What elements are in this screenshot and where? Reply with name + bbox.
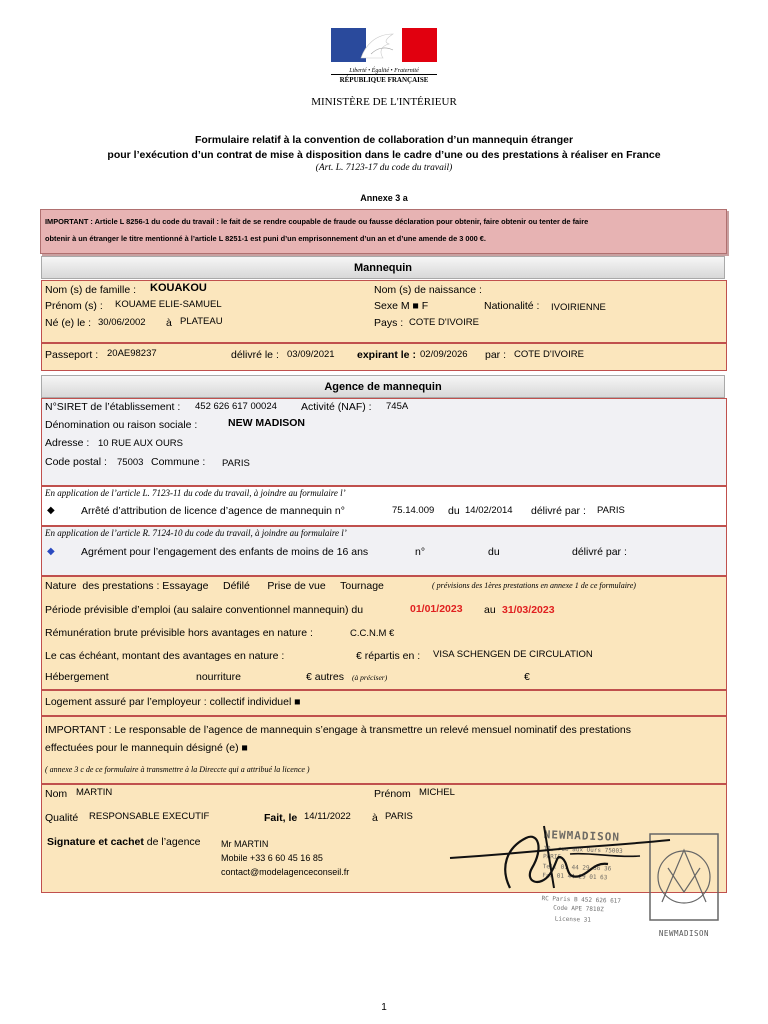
qualite-value[interactable]: RESPONSABLE EXECUTIF <box>89 811 210 822</box>
annexe-label: Annexe 3 a <box>360 193 408 203</box>
remuneration-label: Rémunération brute prévisible hors avantages en nature : <box>45 627 313 639</box>
ne-value[interactable]: 30/06/2002 <box>98 317 146 328</box>
code-postal-value[interactable]: 75003 <box>117 457 144 468</box>
logo-name: RÉPUBLIQUE FRANÇAISE <box>331 74 437 84</box>
engagement-line1: IMPORTANT : Le responsable de l’agence de mannequin s’engage à transmettre un relevé mensuel nominatif des prestations <box>45 724 632 736</box>
agrement-label: Agrément pour l’engagement des enfants de moins de 16 ans <box>81 546 369 558</box>
agrement-bullet-icon: ◆ <box>47 546 55 557</box>
arrete-value[interactable]: 75.14.009 <box>392 505 435 516</box>
important-notice <box>40 209 727 254</box>
par-label: par : <box>485 349 507 361</box>
prenom-label: Prénom (s) : <box>45 300 103 312</box>
code-postal-label: Code postal : <box>45 456 107 468</box>
ministry-name: MINISTÈRE DE L'INTÉRIEUR <box>311 96 457 108</box>
nom-label: Nom (s) de famille : <box>45 284 137 296</box>
adresse-value[interactable]: 10 RUE AUX OURS <box>98 438 183 449</box>
signature-label <box>47 836 201 848</box>
engagement-line2: effectuées pour le mannequin désigné (e) ■ <box>45 742 248 754</box>
form-title-line2: pour l’exécution d’un contrat de mise à disposition dans le cadre d’une ou des prestations à réaliser en France <box>107 149 661 161</box>
signataire-prenom-value[interactable]: MICHEL <box>419 787 455 798</box>
naf-label: Activité (NAF) : <box>301 401 372 413</box>
logo-motto: Liberté • Égalité • Fraternité <box>349 68 419 74</box>
handwritten-signature <box>440 818 690 908</box>
denomination-value[interactable]: NEW MADISON <box>228 417 305 429</box>
nationalite-label: Nationalité : <box>484 300 540 312</box>
stamp-address: 10, rue aux Ours 75003 PARIS <box>542 845 623 861</box>
signataire-nom-value[interactable]: MARTIN <box>76 787 113 798</box>
agrement-du-label: du <box>488 546 500 558</box>
avantages-label: Le cas échéant, montant des avantages en nature : <box>45 650 285 662</box>
signataire-prenom-label: Prénom <box>374 788 411 800</box>
fait-lieu-value[interactable]: PARIS <box>385 811 413 822</box>
arrete-du-label: du <box>448 505 460 517</box>
republique-francaise-logo <box>331 28 437 86</box>
stamp-licence: License 31 <box>554 915 592 924</box>
contact-name: Mr MARTIN <box>221 839 269 849</box>
signataire-nom-label: Nom <box>45 788 68 800</box>
autres-label: € autres <box>306 671 344 683</box>
fait-label: Fait, le <box>264 812 298 824</box>
denomination-label: Dénomination ou raison sociale : <box>45 419 198 431</box>
arrete-label: Arrêté d’attribution de licence d’agence de mannequin n° <box>81 505 345 517</box>
page-number: 1 <box>381 1002 387 1013</box>
pays-value[interactable]: COTE D'IVOIRE <box>409 317 479 328</box>
nationalite-value[interactable]: IVOIRIENNE <box>551 302 606 313</box>
commune-label: Commune : <box>151 456 206 468</box>
section-header-mannequin: Mannequin <box>41 256 725 279</box>
siret-label: N°SIRET de l’établissement : <box>45 401 181 413</box>
commune-value[interactable]: PARIS <box>222 458 250 469</box>
signature-cachet-text: Signature et cachet <box>47 836 144 848</box>
fait-a-label: à <box>372 812 378 824</box>
repartis-label: € répartis en : <box>356 650 421 662</box>
passeport-label: Passeport : <box>45 349 99 361</box>
newmadison-logo-text: NEWMADISON <box>658 929 710 938</box>
autres-note: (à préciser) <box>352 673 388 682</box>
nom-naissance-label: Nom (s) de naissance : <box>374 284 482 296</box>
periode-label: Période prévisible d’emploi (au salaire conventionnel mannequin) du <box>45 604 364 616</box>
qualite-label: Qualité <box>45 812 79 824</box>
contact-mobile: Mobile +33 6 60 45 16 85 <box>221 853 323 863</box>
remuneration-value[interactable]: C.C.N.M € <box>350 628 395 639</box>
logement-label: Logement assuré par l’employeur : collectif individuel ■ <box>45 696 301 708</box>
stamp-name: NEWMADISON <box>543 828 621 844</box>
ne-label: Né (e) le : <box>45 317 92 329</box>
lieu-naissance-value[interactable]: PLATEAU <box>180 316 223 327</box>
passeport-value[interactable]: 20AE98237 <box>107 348 157 359</box>
contact-email: contact@modelagenceconseil.fr <box>221 867 350 877</box>
repartis-value[interactable]: VISA SCHENGEN DE CIRCULATION <box>433 649 593 660</box>
fait-value[interactable]: 14/11/2022 <box>304 811 351 822</box>
periode-date-fin[interactable]: 31/03/2023 <box>502 604 555 616</box>
nom-value[interactable]: KOUAKOU <box>150 282 207 294</box>
article-r7124-text: En application de l’article R. 7124-10 du code du travail, à joindre au formulaire l’ <box>45 528 347 538</box>
marianne-flag-icon <box>331 28 437 62</box>
article-l7123-text: En application de l’article L. 7123-11 du code du travail, à joindre au formulaire l’ <box>45 488 346 498</box>
expirant-value[interactable]: 02/09/2026 <box>420 349 468 360</box>
form-title-line1: Formulaire relatif à la convention de collaboration d’un mannequin étranger <box>194 134 574 146</box>
pays-label: Pays : <box>374 317 404 329</box>
delivre-value[interactable]: 03/09/2021 <box>287 349 335 360</box>
nature-prestations-note: ( prévisions des 1ères prestations en annexe 1 de ce formulaire) <box>432 581 636 590</box>
arrete-date[interactable]: 14/02/2014 <box>465 505 513 516</box>
siret-value[interactable]: 452 626 617 00024 <box>195 401 277 412</box>
annexe-3c-note: ( annexe 3 c de ce formulaire à transmettre à la Direccte qui a attribué la licence ) <box>45 765 310 774</box>
adresse-label: Adresse : <box>45 437 90 449</box>
arrete-delivre-par-label: délivré par : <box>531 505 586 517</box>
expirant-label: expirant le : <box>357 349 416 361</box>
delivre-label: délivré le : <box>231 349 279 361</box>
licence-bullet-icon: ◆ <box>47 505 55 516</box>
sexe-label: Sexe M ■ F <box>374 300 429 312</box>
par-value[interactable]: COTE D'IVOIRE <box>514 349 584 360</box>
agrement-delivre-par-label: délivré par : <box>572 546 627 558</box>
stamp-ape: Code APE 7810Z <box>553 904 604 914</box>
nourriture-label: nourriture <box>196 671 241 683</box>
prenom-value[interactable]: KOUAME ELIE-SAMUEL <box>115 299 222 310</box>
de-agence-text: de l’agence <box>146 836 201 848</box>
stamp-tel: Tel. 01 44 29 36 36 <box>542 863 612 873</box>
autres-euro: € <box>524 671 530 683</box>
periode-date-debut[interactable]: 01/01/2023 <box>410 603 463 615</box>
a-label: à <box>166 317 172 329</box>
important-notice-line2: obtenir à un étranger le titre mentionné à l’article L 8251-1 est puni d’un emprisonnement d’un an et d’une amende de 3 000 €. <box>45 234 486 243</box>
stamp-fax: Fax 01 44 29 01 63 <box>542 872 608 882</box>
hebergement-label: Hébergement <box>45 671 109 683</box>
agrement-n-label: n° <box>415 546 426 558</box>
form-title-line3: (Art. L. 7123-17 du code du travail) <box>315 163 453 173</box>
nature-prestations-label: Nature des prestations : Essayage Défilé Prise de vue Tournage <box>45 580 384 592</box>
arrete-delivre-par-value[interactable]: PARIS <box>597 505 625 516</box>
important-notice-line1: IMPORTANT : Article L 8256-1 du code du travail : le fait de se rendre coupable de fraude ou fausse déclaration pour obtenir, faire obtenir ou tenter de faire <box>45 217 589 226</box>
section-header-agence: Agence de mannequin <box>41 375 725 398</box>
stamp-rc: RC Paris B 452 626 617 <box>541 895 622 905</box>
naf-value[interactable]: 745A <box>386 401 409 412</box>
periode-au-label: au <box>484 604 496 616</box>
